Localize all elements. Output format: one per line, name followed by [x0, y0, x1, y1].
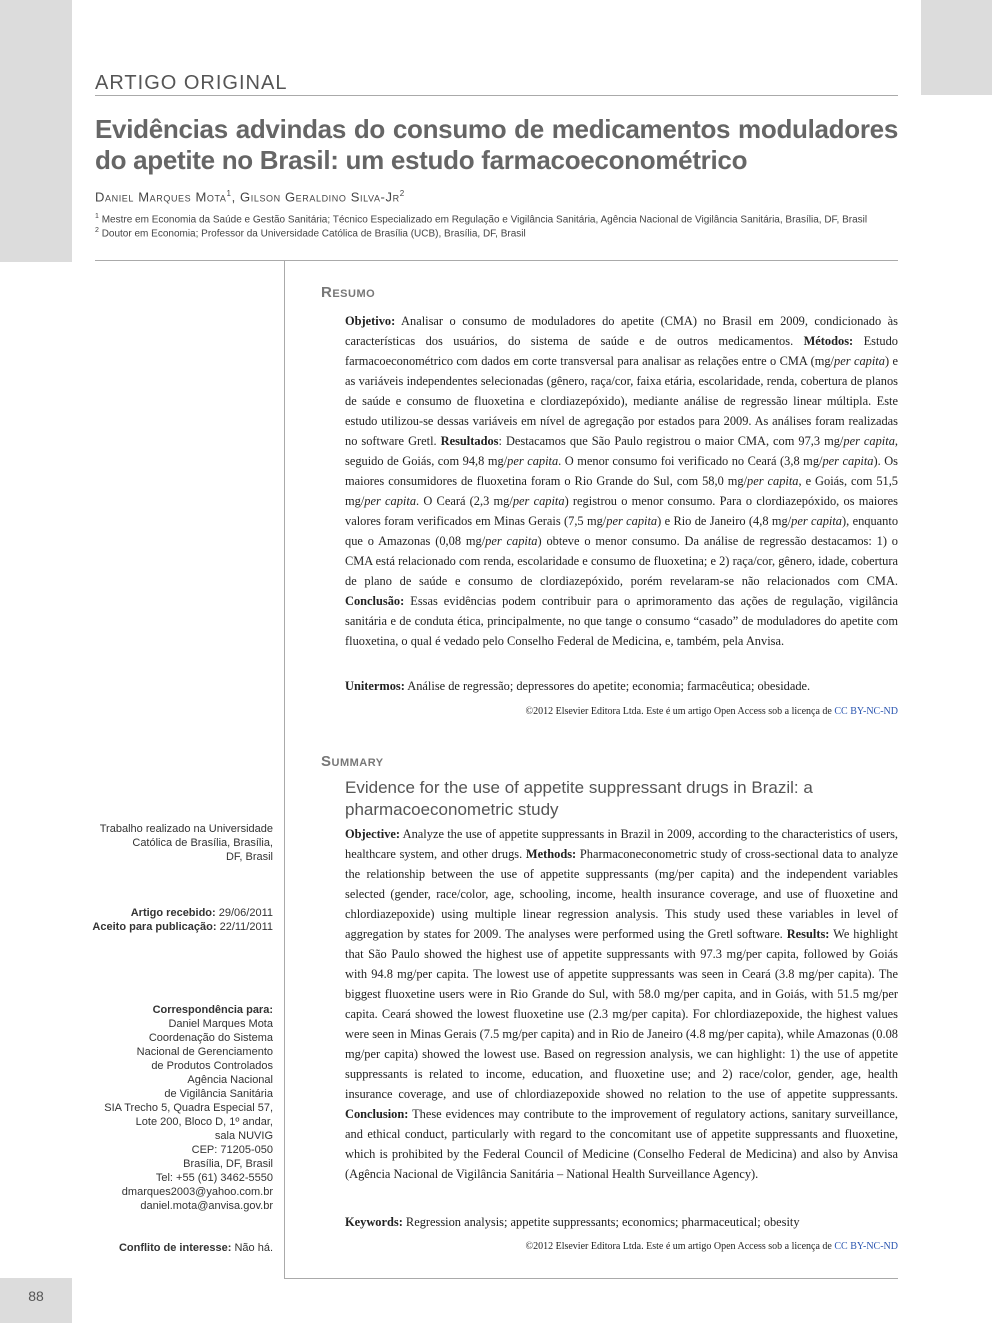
text-run: Analyze the use of appetite suppressants in Brazil in 2009, according to the characteristics of users, healthcare system, and other drugs. [345, 827, 898, 861]
correspondence-line: dmarques2003@yahoo.com.br [121, 1186, 273, 1198]
section-label-bold: Methods: [525, 847, 577, 861]
sidebar-conflict [80, 1241, 273, 1255]
affiliation-text: Doutor em Economia; Professor da Universidade Católica de Brasília (UCB), Brasília, DF, Brasil [101, 228, 526, 240]
article-title: Evidências advindas do consumo de medicamentos moduladores do apetite no Brasil: um estudo farmacoeconométrico [95, 114, 898, 175]
text-run: per capita [364, 494, 417, 508]
text-run: per capita [606, 514, 658, 528]
text-run: ) registrou o menor consumo. Para o clordiazepóxido, os maiores valores foram verificados em Minas Gerais (7,5 mg/ [345, 494, 898, 528]
license-link[interactable]: CC BY-NC-ND [834, 706, 898, 717]
text-run: ), enquanto que o Amazonas (0,08 mg/ [345, 514, 899, 548]
section-label-bold: Resultados [440, 434, 499, 448]
resumo-body [345, 311, 898, 651]
summary-body [345, 824, 898, 1184]
text-run: ) obteve o menor consumo. Da análise de regressão destacamos: 1) o CMA está relacionado com renda, escolaridade e consumo de fluoxetina; e 2) raça/cor, gênero, idade, cobertura de plano de saúde e consumo de clordiazepóxido, porém revelaram-se não relacionados com CMA. [345, 534, 898, 588]
text-run: per capita [843, 434, 895, 448]
received-line [80, 906, 273, 920]
author-sup: 1 [226, 189, 232, 198]
section-label-bold: Results: [786, 927, 830, 941]
text-run: ) e as variáveis independentes selecionadas (gênero, raça/cor, faixa etária, escolaridade, renda, cobertura de planos de saúde e consumo de fluoxetina e clordiazepóxido), mediante análise de regressão linear múltipla. Este estudo utilizou-se dessas variáveis em nível de agregação por estados para 2009. As análises foram realizadas no software Gretl. [345, 354, 898, 448]
text-run: ). Os maiores consumidores de fluoxetina foram o Rio Grande do Sul, com 58,0 mg/ [345, 454, 898, 488]
text-run: per capita [834, 354, 885, 368]
affiliation [95, 213, 867, 225]
text-run: per capita [747, 474, 799, 488]
header-divider [95, 260, 898, 261]
text-run: per capita [822, 454, 874, 468]
correspondence-line: Coordenação do Sistema [148, 1032, 273, 1044]
correspondence-line: Tel: +55 (61) 3462-5550 [155, 1172, 273, 1184]
section-label-bold: Conclusão: [345, 594, 405, 608]
correspondence-label: Correspondência para: [152, 1004, 273, 1016]
correspondence-line: Agência Nacional [187, 1074, 273, 1086]
correspondence-line: Brasília, DF, Brasil [183, 1158, 273, 1170]
keywords-text: Análise de regressão; depressores do apetite; economia; farmacêutica; obesidade. [404, 679, 811, 693]
text-run: . O Ceará (2,3 mg/ [416, 494, 513, 508]
text-run: Essas evidências podem contribuir para o aprimoramento das ações de regulação, vigilância sanitária e de conduta ética, principalmente, no que tange o consumo “casado” de moduladores do apetite com fluoxetina, o qual é vedado pelo Conselho Federal de Medicina, e, também, pela Anvisa. [345, 594, 898, 648]
work-info-line: Católica de Brasília, Brasília, [132, 837, 273, 849]
sidebar-correspondence [80, 1003, 273, 1213]
affiliation-sup: 2 [95, 227, 99, 234]
text-run: Estudo farmacoeconométrico com dados em corte transversal para analisar as relações entre o CMA (mg/ [345, 334, 898, 368]
copyright-notice [345, 1241, 898, 1252]
copyright-text: ©2012 Elsevier Editora Ltda. Este é um artigo Open Access sob a licença de [525, 1241, 835, 1252]
accepted-date: 22/11/2011 [219, 921, 273, 933]
keywords-text: Regression analysis; appetite suppressants; economics; pharmaceutical; obesity [402, 1215, 800, 1229]
received-label: Artigo recebido: [130, 907, 216, 919]
text-run: , seguido de Goiás, com 94,8 mg/ [345, 434, 898, 468]
author-list [95, 189, 405, 204]
text-run: We highlight that São Paulo showed the highest use of appetite suppressants with 97.3 mg/per capita, followed by Goiás with 94.8 mg/per capita. The lowest use of appetite suppressants was seen in Ceará (3.8 mg/per capita). The biggest fluoxetine users were in Rio Grande do Sul, with 58.0 mg/per capita, and in Goiás, with 51.5 mg/per capita. Ceará showed the lowest fluoxetine use (2.3 mg/per capita). For chlordiazepoxide, the highest values were seen in Minas Gerais (7.5 mg/per capita) and in Rio de Janeiro (4.8 mg/per capita), while Amazonas (0.08 mg/per capita) showed the lowest use. Based on regression analysis, we can highlight: 1) the use of appetite suppressants is related to income, education, and fluoxetine use; and 2) race/color, gender, age, health insurance coverage, and use of chlordiazepoxide showed no relation to the use of appetite suppressants. [345, 927, 898, 1101]
work-info-line: DF, Brasil [225, 851, 273, 863]
keywords-label: Keywords: [345, 1215, 403, 1229]
resumo-heading: Resumo [321, 284, 376, 301]
section-label-bold: Métodos: [803, 334, 854, 348]
conflict-value: Não há. [234, 1242, 273, 1254]
author-separator: , [231, 189, 241, 205]
keywords-label: Unitermos: [345, 679, 405, 693]
top-left-gray-block [0, 0, 72, 262]
accepted-label: Aceito para publicação: [92, 921, 217, 933]
section-label-bold: Objective: [345, 827, 401, 841]
top-divider [95, 95, 898, 96]
correspondence-line: Lote 200, Bloco D, 1º andar, [135, 1116, 273, 1128]
license-link[interactable]: CC BY-NC-ND [834, 1241, 898, 1252]
text-run: These evidences may contribute to the improvement of regulatory actions, sanitary surveillance, and ethical conduct, particularly with regard to the concomitant use of appetite suppressants and fluoxetine, which is prohibited by the Federal Council of Medicine (Conselho Federal de Medicina) and also by Anvisa (Agência Nacional de Vigilância Sanitária – National Health Surveillance Agency). [345, 1107, 898, 1181]
author-sup: 2 [399, 189, 405, 198]
copyright-text: ©2012 Elsevier Editora Ltda. Este é um artigo Open Access sob a licença de [525, 706, 835, 717]
text-run: Analisar o consumo de moduladores do apetite (CMA) no Brasil em 2009, condicionado às características dos usuários, do sistema de saúde e de outros medicamentos. [345, 314, 898, 348]
work-info-line: Trabalho realizado na Universidade [99, 823, 273, 835]
affiliation-text: Mestre em Economia da Saúde e Gestão Sanitária; Técnico Especializado em Regulação e Vigilância Sanitária, Agência Nacional de Vigilância Sanitária, Brasília, DF, Brasil [101, 214, 868, 226]
section-label-bold: Conclusion: [345, 1107, 409, 1121]
correspondence-line: Nacional de Gerenciamento [136, 1046, 273, 1058]
text-run: per capita [485, 534, 538, 548]
text-run: Pharmaconeconometric study of cross-sectional data to analyze the relationship between the use of appetite suppressants (mg/per capita) and the independent variables selected (gender, race/color, age, schooling, income, health insurance coverage, and use of fluoxetine and chlordiazepoxide) using multiple linear regression analysis. This study used these variables in level of aggregation by states for 2009. The analyses were performed using the Gretl software. [345, 847, 898, 941]
correspondence-lines [80, 1017, 273, 1213]
sidebar-dates [80, 906, 273, 934]
text-run: , e Goiás, com 51,5 mg/ [345, 474, 899, 508]
text-run: : Destacamos que São Paulo registrou o maior CMA, com 97,3 mg/ [498, 434, 844, 448]
received-date: 29/06/2011 [218, 907, 273, 919]
author-name: Gilson Geraldino Silva-Jr [240, 189, 400, 205]
copyright-notice [345, 706, 898, 717]
text-run: per capita [512, 494, 565, 508]
text-run: ) e Rio de Janeiro (4,8 mg/ [657, 514, 792, 528]
conflict-label: Conflito de interesse: [118, 1242, 232, 1254]
correspondence-line: CEP: 71205-050 [191, 1144, 273, 1156]
text-run: . O menor consumo foi verificado no Ceará (3,8 mg/ [558, 454, 823, 468]
affiliation-sup: 1 [95, 213, 99, 220]
correspondence-line: sala NUVIG [214, 1130, 273, 1142]
sidebar-work-info [80, 822, 273, 864]
top-right-gray-block [921, 0, 992, 95]
accepted-line [80, 920, 273, 934]
resumo-keywords [345, 676, 898, 696]
correspondence-line: de Vigilância Sanitária [164, 1088, 273, 1100]
affiliation [95, 227, 526, 239]
text-run: per capita [791, 514, 843, 528]
correspondence-line: SIA Trecho 5, Quadra Especial 57, [104, 1102, 273, 1114]
english-title: Evidence for the use of appetite suppressant drugs in Brazil: a pharmacoeconometric study [345, 778, 813, 819]
bottom-divider [284, 1278, 898, 1279]
author-name: Daniel Marques Mota [95, 189, 227, 205]
summary-heading: Summary [321, 753, 384, 770]
section-label: ARTIGO ORIGINAL [95, 72, 288, 94]
summary-keywords [345, 1212, 898, 1232]
page-number: 88 [28, 1288, 44, 1304]
correspondence-line: Daniel Marques Mota [168, 1018, 273, 1030]
column-divider [284, 261, 285, 1278]
text-run: per capita [507, 454, 559, 468]
correspondence-line: daniel.mota@anvisa.gov.br [140, 1200, 273, 1212]
correspondence-line: de Produtos Controlados [151, 1060, 273, 1072]
section-label-bold: Objetivo: [345, 314, 396, 328]
